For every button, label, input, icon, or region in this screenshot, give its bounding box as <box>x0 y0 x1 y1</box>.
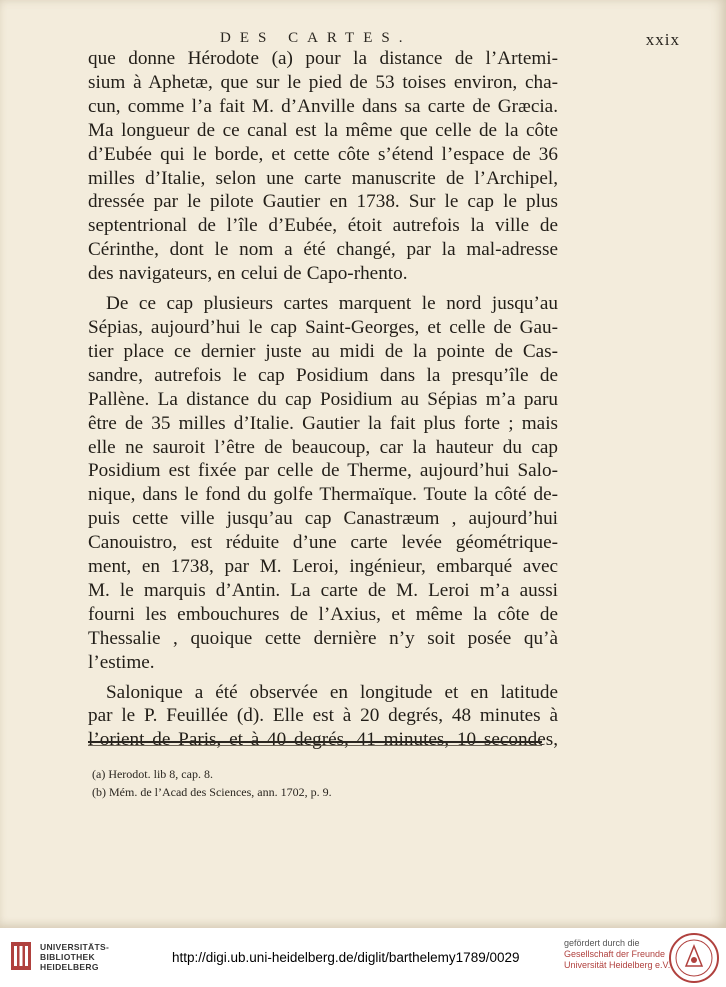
sponsor-intro: gefördert durch die <box>564 938 640 948</box>
text-line: puis cette ville jusqu’au cap Canastræum , aujourd’hui <box>88 508 558 530</box>
text-line: Thessalie , quoique cette dernière n’y soit posée qu’à <box>88 627 558 649</box>
text-line: elle ne sauroit l’être de beaucoup, car la hauteur du cap <box>88 436 558 458</box>
text-line: que donne Hérodote (a) pour la distance de l’Artemi- <box>88 48 558 69</box>
text-line: De ce cap plusieurs cartes marquent le nord jusqu’au <box>106 293 558 315</box>
footnote: (a) Herodot. lib 8, cap. 8. <box>92 767 213 781</box>
permalink-url[interactable]: http://digi.ub.uni-heidelberg.de/diglit/barthelemy1789/0029 <box>172 950 520 965</box>
text-line: nique, dans le fond du golfe Thermaïque. Toute la côté de- <box>88 484 558 506</box>
university-seal-icon <box>668 932 720 984</box>
text-line: sandre, autrefois le cap Posidium dans la presqu’île de <box>88 364 558 386</box>
running-head-title: DES CARTES. <box>220 30 412 46</box>
text-line: cun, comme l’a fait M. d’Anville dans sa carte de Græcia. <box>88 95 558 117</box>
text-line: ment, en 1738, par M. Leroi, ingénieur, embarqué avec <box>88 556 558 578</box>
text-line: d’Eubée qui le borde, et cette côte s’étend l’espace de 36 <box>88 143 558 165</box>
text-line: Sépias, aujourd’hui le cap Saint-Georges, et celle de Gau- <box>88 316 558 338</box>
text-line: Canouistro, est réduite d’une carte levée géométrique- <box>88 532 558 554</box>
library-name-line: BIBLIOTHEK <box>40 952 95 962</box>
text-line: sium à Aphetæ, que sur le pied de 53 toises environ, cha- <box>88 71 558 93</box>
sponsor-name-line: Gesellschaft der Freunde <box>564 949 666 959</box>
text-line: des navigateurs, en celui de Capo-rhento. <box>88 263 408 285</box>
sponsor-text <box>564 938 670 971</box>
library-logo-icon <box>10 940 32 972</box>
text-line: milles d’Italie, selon une carte manuscrite de l’Archipel, <box>88 167 558 189</box>
library-name-line: UNIVERSITÄTS- <box>40 942 110 952</box>
library-name <box>40 942 109 972</box>
running-head <box>220 30 680 47</box>
footnotes <box>92 765 532 801</box>
footnote-rule-thin <box>88 745 542 746</box>
text-line: être de 35 milles d’Italie. Gautier la fait plus forte ; mais <box>88 412 558 434</box>
text-line: dressée par le pilote Gautier en 1738. Sur le cap le plus <box>88 191 558 213</box>
text-line: septentrional de l’île d’Eubée, étoit autrefois la ville de <box>88 215 558 237</box>
text-line: M. le marquis d’Antin. La carte de M. Leroi m’a aussi <box>88 579 558 601</box>
text-line: Cérinthe, dont le nom a été changé, par la mal-adresse <box>88 239 558 261</box>
text-line: l’orient de Paris, et à 40 degrés, 41 minutes, 10 secondes, <box>88 729 558 751</box>
body-text <box>88 47 558 752</box>
text-line: Pallène. La distance du cap Posidium au Sépias m’a paru <box>88 388 558 410</box>
text-line: l’estime. <box>88 651 155 673</box>
text-line: Posidium est fixée par celle de Therme, aujourd’hui Salo- <box>88 460 558 482</box>
text-line: fourni les embouchures de l’Axius, et même la côte de <box>88 603 558 625</box>
text-line: Ma longueur de ce canal est la même que celle de la côte <box>88 119 558 141</box>
text-line: Salonique a été observée en longitude et en latitude <box>106 681 558 703</box>
footnote-rule <box>88 741 542 743</box>
footnote: (b) Mém. de l’Acad des Sciences, ann. 1702, p. 9. <box>92 785 332 799</box>
text-line: par le P. Feuillée (d). Elle est à 20 degrés, 48 minutes à <box>88 705 558 727</box>
sponsor-name-line: Universität Heidelberg e.V. <box>564 960 671 970</box>
library-name-line: HEIDELBERG <box>40 962 99 972</box>
viewer-footer <box>0 928 726 987</box>
text-line: tier place ce dernier juste au midi de la pointe de Cas- <box>88 340 558 362</box>
page-number: xxix <box>645 30 680 49</box>
